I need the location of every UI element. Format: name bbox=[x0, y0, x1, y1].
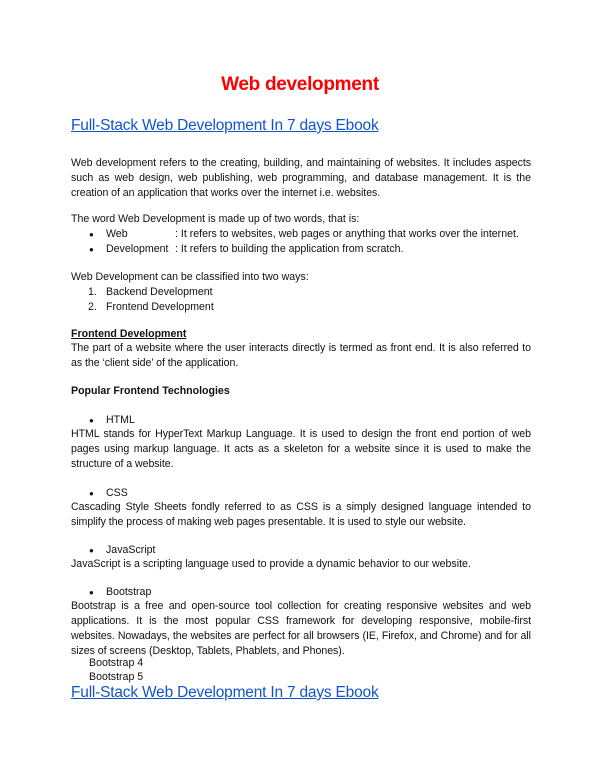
word-item-term: Web bbox=[106, 228, 128, 240]
list-number: 1. bbox=[88, 286, 97, 298]
tech-name-html: HTML bbox=[106, 414, 135, 426]
bootstrap-version: Bootstrap 5 bbox=[89, 671, 144, 683]
bullet-icon: ● bbox=[89, 245, 94, 254]
page-title: Web development bbox=[221, 74, 379, 95]
bullet-icon: ● bbox=[89, 546, 94, 555]
ebook-link-bottom[interactable]: Full-Stack Web Development In 7 days Ebook bbox=[71, 684, 379, 701]
bootstrap-version: Bootstrap 4 bbox=[89, 657, 144, 669]
frontend-heading: Frontend Development bbox=[71, 328, 187, 340]
frontend-paragraph: The part of a website where the user interacts directly is termed as front end. It is also referred to as the ‘client side’ of the application. bbox=[71, 342, 531, 369]
tech-text-javascript: JavaScript is a scripting language used to provide a dynamic behavior to our website. bbox=[71, 558, 471, 570]
popular-heading: Popular Frontend Technologies bbox=[71, 385, 230, 397]
classify-item: Backend Development bbox=[106, 286, 213, 298]
tech-name-css: CSS bbox=[106, 487, 128, 499]
word-item-desc: : It refers to building the application from scratch. bbox=[175, 243, 404, 255]
tech-name-javascript: JavaScript bbox=[106, 544, 156, 556]
tech-text-bootstrap: Bootstrap is a free and open-source tool collection for creating responsive websites and web applications. It is the most popular CSS framework for developing responsive, mobile-first websites. Nowadays, the websites are perfect for all browsers (IE, Firefox, and Chrome) and for all sizes of screens (Desktop, Tablets, Phablets, and Phones). bbox=[71, 600, 531, 657]
bullet-icon: ● bbox=[89, 489, 94, 498]
classify-item: Frontend Development bbox=[106, 301, 214, 313]
word-item-desc: : It refers to websites, web pages or anything that works over the internet. bbox=[175, 228, 519, 240]
bullet-icon: ● bbox=[89, 588, 94, 597]
word-intro: The word Web Development is made up of two words, that is: bbox=[71, 213, 360, 225]
list-number: 2. bbox=[88, 301, 97, 313]
intro-paragraph: Web development refers to the creating, building, and maintaining of websites. It includes aspects such as web design, web publishing, web programming, and database management. It is the creation of an application that works over the internet i.e. websites. bbox=[71, 157, 531, 199]
bullet-icon: ● bbox=[89, 230, 94, 239]
tech-text-css: Cascading Style Sheets fondly referred to as CSS is a simply designed language intended to simplify the process of making web pages presentable. It is used to style our website. bbox=[71, 501, 531, 528]
tech-name-bootstrap: Bootstrap bbox=[106, 586, 152, 598]
word-item-term: Development bbox=[106, 243, 169, 255]
classify-intro: Web Development can be classified into two ways: bbox=[71, 271, 309, 283]
bullet-icon: ● bbox=[89, 416, 94, 425]
tech-text-html: HTML stands for HyperText Markup Language. It is used to design the front end portion of web pages using markup language. It acts as a skeleton for a website since it is used to make the structure of a website. bbox=[71, 428, 531, 470]
ebook-link-top[interactable]: Full-Stack Web Development In 7 days Ebook bbox=[71, 117, 379, 134]
